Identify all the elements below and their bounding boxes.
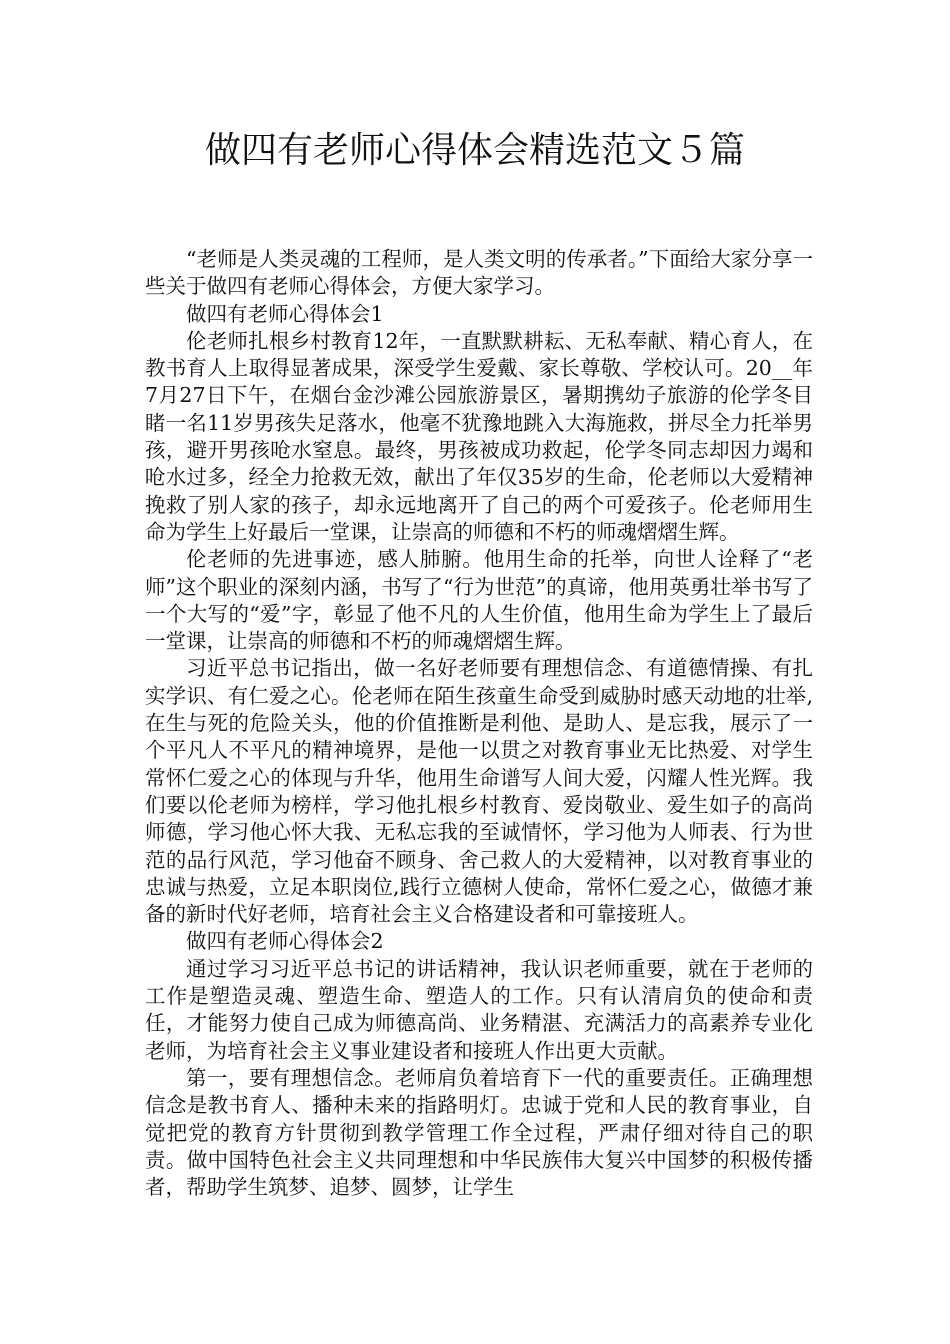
document-title: 做四有老师心得体会精选范文５篇 (204, 130, 745, 171)
section-heading-1: 做四有老师心得体会1 (186, 301, 384, 326)
body-paragraph: 习近平总书记指出，做一名好老师要有理想信念、有道德情操、有扎实学识、有仁爱之心。伦老师在陌生孩童生命受到威胁时感天动地的壮举,在生与死的危险关头，他的价值推断是利他、是助人、是忘我，展示了一个平凡人不平凡的精神境界，是他一以贯之对教育事业无比热爱、对学生常怀仁爱之心的体现与升华，他用生命谱写人间大爱，闪耀人性光辉。我们要以伦老师为榜样，学习他扎根乡村教育、爱岗敬业、爱生如子的高尚师德，学习他心怀大我、无私忘我的至诚情怀，学习他为人师表、行为世范的品行风范，学习他奋不顾身、舍己救人的大爱精神，以对教育事业的忠诚与热爱，立足本职岗位,践行立德树人使命，常怀仁爱之心，做德才兼备的新时代好老师，培育社会主义合格建设者和可靠接班人。 (145, 656, 813, 927)
body-paragraph: 伦老师的先进事迹，感人肺腑。他用生命的托举，向世人诠释了“老师”这个职业的深刻内涵，书写了“行为世范”的真谛，他用英勇壮举书写了一个大写的“爱”字，彰显了他不凡的人生价值，他用生命为学生上了最后一堂课，让崇高的师德和不朽的师魂熠熠生辉。 (145, 547, 813, 654)
section-heading-2: 做四有老师心得体会2 (186, 929, 384, 954)
body-paragraph: 伦老师扎根乡村教育12年，一直默默耕耘、无私奉献、精心育人，在教书育人上取得显著成果，深受学生爱戴、家长尊敬、学校认可。20__年7月27日下午，在烟台金沙滩公园旅游景区，暑期携幼子旅游的伦学冬目睹一名11岁男孩失足落水，他毫不犹豫地跳入大海施救，拼尽全力托举男孩，避开男孩呛水窒息。最终，男孩被成功救起，伦学冬同志却因力竭和呛水过多，经全力抢救无效，献出了年仅35岁的生命，伦老师以大爱精神挽救了别人家的孩子，却永远地离开了自己的两个可爱孩子。伦老师用生命为学生上好最后一堂课，让崇高的师德和不朽的师魂熠熠生辉。 (145, 328, 813, 544)
body-paragraph: 第一，要有理想信念。老师肩负着培育下一代的重要责任。正确理想信念是教书育人、播种未来的指路明灯。忠诚于党和人民的教育事业，自觉把党的教育方针贯彻到教学管理工作全过程，严肃仔细对待自己的职责。做中国特色社会主义共同理想和中华民族伟大复兴中国梦的积极传播者，帮助学生筑梦、追梦、圆梦，让学生 (145, 1065, 813, 1200)
body-paragraph: 通过学习习近平总书记的讲话精神，我认识老师重要，就在于老师的工作是塑造灵魂、塑造生命、塑造人的工作。只有认清肩负的使命和责任，才能努力使自己成为师德高尚、业务精湛、充满活力的高素养专业化老师，为培育社会主义事业建设者和接班人作出更大贡献。 (145, 956, 813, 1063)
intro-paragraph: “老师是人类灵魂的工程师，是人类文明的传承者。”下面给大家分享一些关于做四有老师心得体会，方便大家学习。 (145, 247, 813, 299)
document-body (145, 246, 813, 1201)
